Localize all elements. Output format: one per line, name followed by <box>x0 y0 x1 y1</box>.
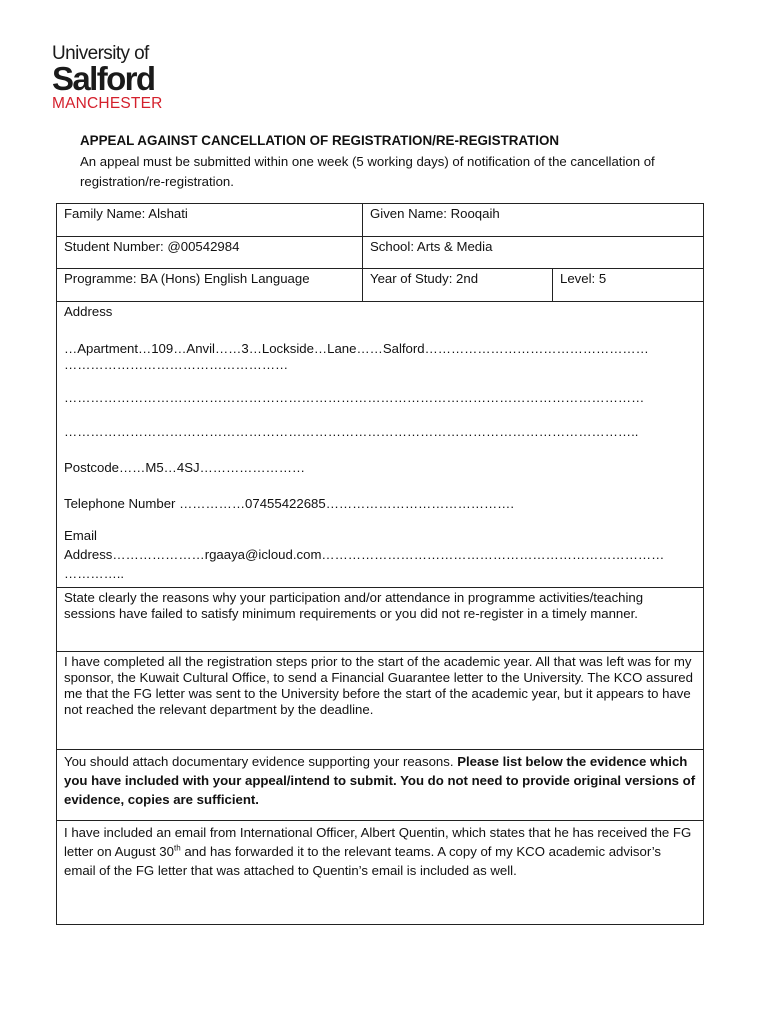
student-number-field: Student Number: @00542984 <box>57 237 363 269</box>
address-line-3: ………………………………………………………………………………………………………………….. <box>64 424 639 439</box>
school-field: School: Arts & Media <box>363 237 704 269</box>
programme-field: Programme: BA (Hons) English Language <box>57 269 363 302</box>
family-name-field: Family Name: Alshati <box>57 204 363 237</box>
evidence-prompt <box>57 750 704 821</box>
table-row <box>57 204 704 237</box>
evidence-prompt-bold: Please list below the evidence which you have included with your appeal/intend to submit. You do not need to provide original versions of evidence, copies are sufficient. <box>64 754 696 807</box>
email-field-continued: ………….. <box>64 566 125 581</box>
table-row <box>57 237 704 269</box>
address-section <box>57 302 704 588</box>
university-logo <box>52 44 163 112</box>
reasons-prompt: State clearly the reasons why your participation and/or attendance in programme activities/teaching sessions have failed to satisfy minimum requirements or you did not re-register in a timely manner. <box>57 588 704 652</box>
form-heading <box>80 133 700 192</box>
table-row <box>57 652 704 750</box>
year-of-study-field: Year of Study: 2nd <box>363 269 553 302</box>
table-row <box>57 821 704 925</box>
evidence-prompt-plain: You should attach documentary evidence supporting your reasons. <box>64 754 458 769</box>
address-line-1-continued: …………………………………………… <box>64 357 289 372</box>
evidence-answer-part-1: I have included an email from International Officer, Albert Quentin, which states that he has received the FG letter on August 30 <box>64 825 692 859</box>
ordinal-suffix: th <box>173 843 181 853</box>
address-line-2: …………………………………………………………………………………………………………………… <box>64 390 645 405</box>
address-label: Address <box>64 304 113 319</box>
logo-line-manchester: MANCHESTER <box>52 95 163 112</box>
intro-text: An appeal must be submitted within one week (5 working days) of notification of the cancellation of registration/re-registration. <box>80 154 655 189</box>
evidence-answer <box>57 821 704 925</box>
telephone-field: Telephone Number ……………07455422685……………………………………. <box>64 496 514 511</box>
table-row <box>57 302 704 588</box>
email-field: Address…………………rgaaya@icloud.com…………………………………………………………………… <box>64 547 665 562</box>
evidence-answer-part-2: and has forwarded it to the relevant teams. A copy of my KCO academic advisor’s email of the FG letter that was attached to Quentin’s email is included as well. <box>64 844 662 878</box>
appeal-form-table <box>56 203 704 925</box>
email-label: Email <box>64 528 97 543</box>
logo-line-university-of: University of <box>52 43 149 64</box>
table-row <box>57 269 704 302</box>
table-row <box>57 750 704 821</box>
given-name-field: Given Name: Rooqaih <box>363 204 704 237</box>
level-field: Level: 5 <box>553 269 704 302</box>
address-line-1: …Apartment…109…Anvil……3…Lockside…Lane……Salford…………………………………………… <box>64 341 649 356</box>
reasons-answer: I have completed all the registration steps prior to the start of the academic year. All that was left was for my sponsor, the Kuwait Cultural Office, to send a Financial Guarantee letter to the University. The KCO assured me that the FG letter was sent to the University before the start of the academic year, but it appears to have not reached the relevant department by the deadline. <box>57 652 704 750</box>
postcode-field: Postcode……M5…4SJ…………………… <box>64 460 306 475</box>
page-title: APPEAL AGAINST CANCELLATION OF REGISTRATION/RE-REGISTRATION <box>80 133 560 148</box>
logo-line-salford: Salford <box>52 60 155 97</box>
table-row <box>57 588 704 652</box>
